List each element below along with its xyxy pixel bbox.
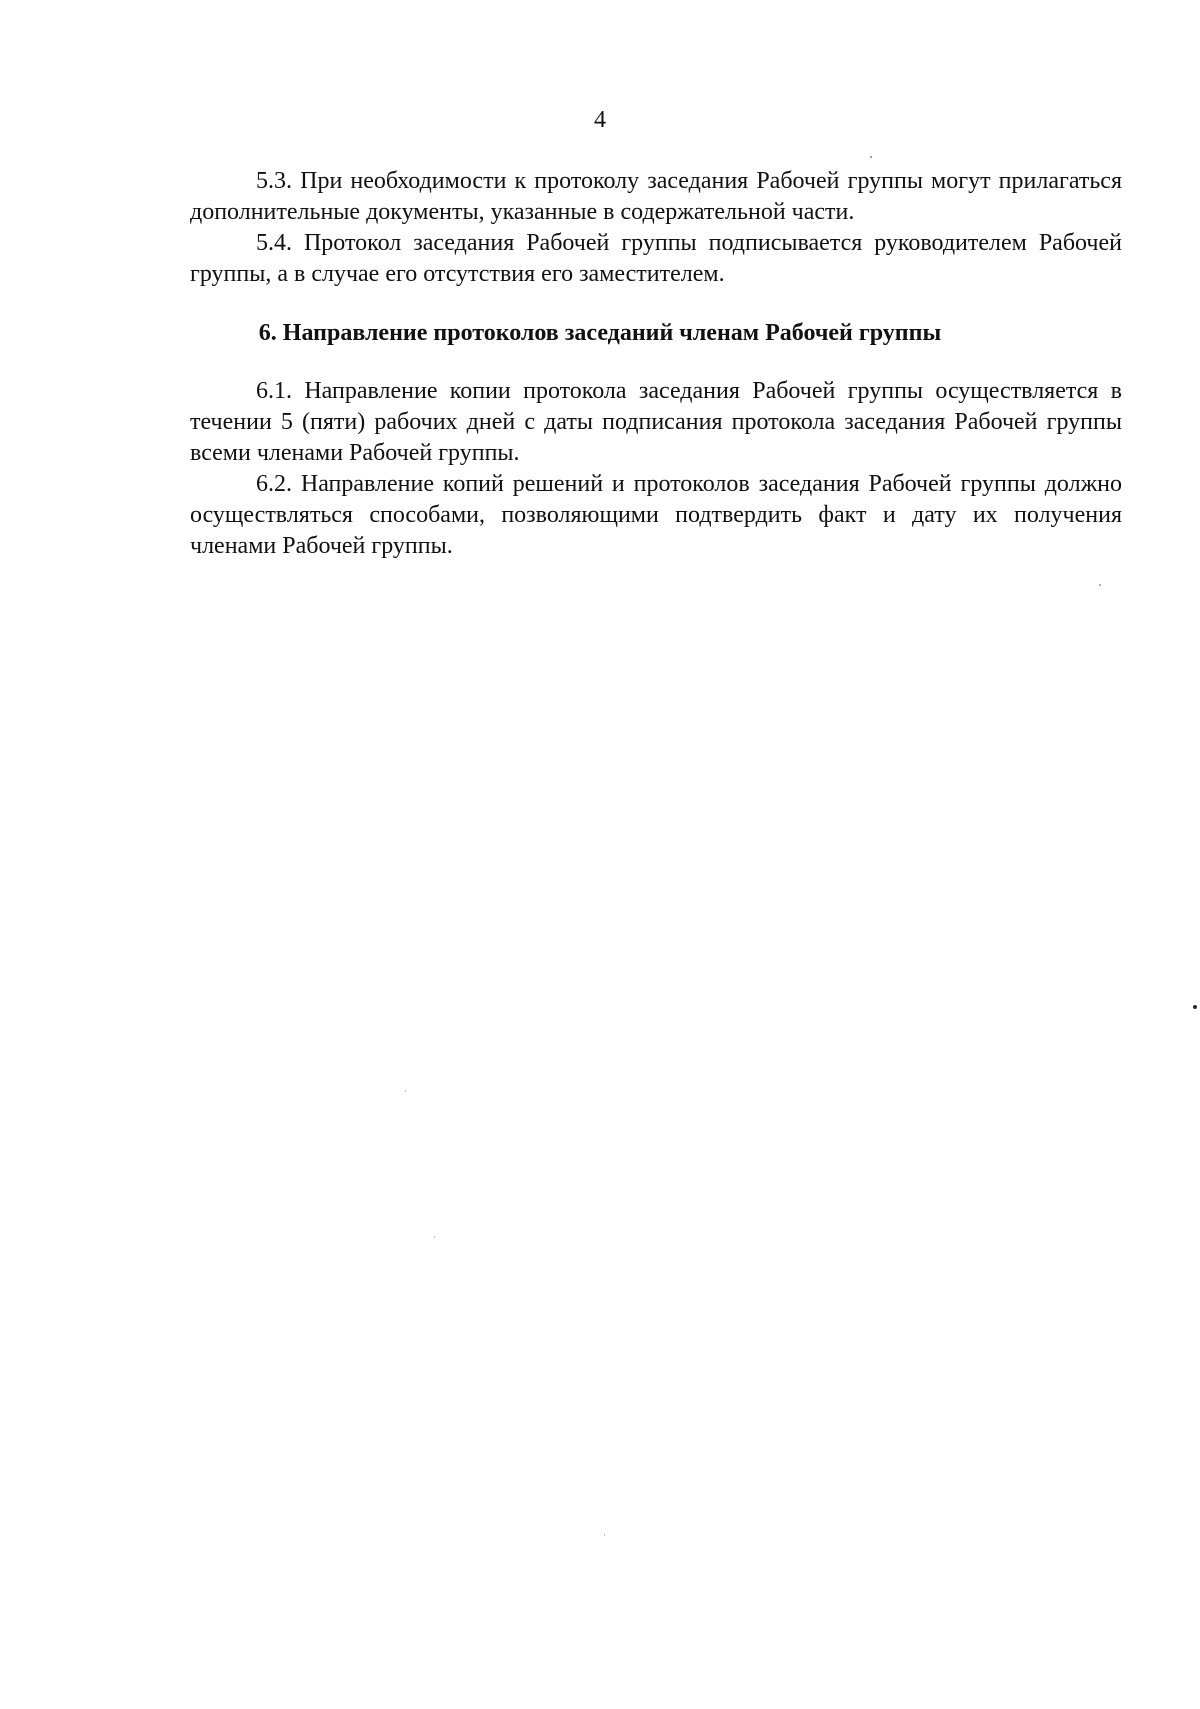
scan-speck [434,1236,435,1238]
section-6-text [190,376,1122,562]
scan-speck [604,1534,605,1536]
scan-speck [870,156,872,158]
section-6-heading: 6. Направление протоколов заседаний членам Рабочей группы [258,320,942,346]
scan-speck [1193,1005,1197,1009]
page-number: 4 [594,107,606,133]
paragraph-6-2: 6.2. Направление копий решений и протоколов заседания Рабочей группы должно осуществляться способами, позволяющими подтвердить факт и дату их получения членами Рабочей группы. [190,471,1122,559]
paragraph-5-4: 5.4. Протокол заседания Рабочей группы подписывается руководителем Рабочей группы, а в случае его отсутствия его заместителем. [190,230,1122,287]
paragraph-6-1: 6.1. Направление копии протокола заседания Рабочей группы осуществляется в течении 5 (пяти) рабочих дней с даты подписания протокола заседания Рабочей группы всеми членами Рабочей группы. [190,378,1122,466]
scan-speck [405,1090,406,1092]
section-5-text [190,166,1122,290]
paragraph-5-3: 5.3. При необходимости к протоколу заседания Рабочей группы могут прилагаться дополнительные документы, указанные в содержательной части. [190,168,1122,225]
scan-speck [1099,584,1101,586]
